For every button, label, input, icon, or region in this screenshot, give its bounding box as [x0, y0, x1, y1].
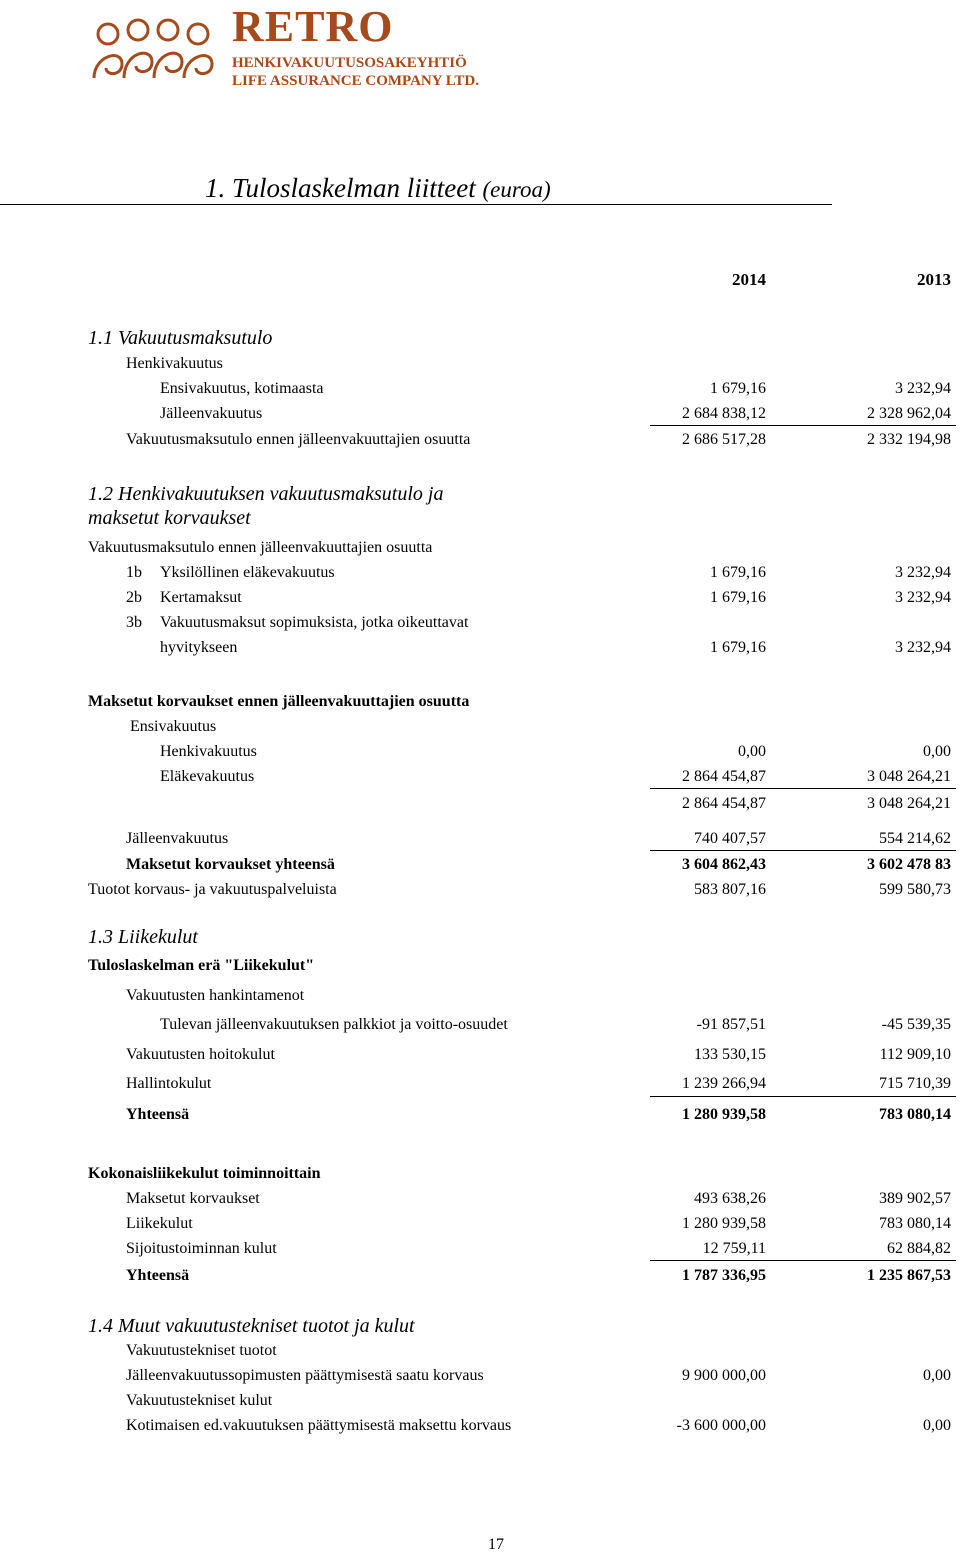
s11-row-label: Jälleenvakuutus	[160, 405, 263, 422]
s12-row-code: 2b	[126, 589, 142, 606]
s13-hallinto-v2013: 715 710,39	[879, 1075, 951, 1092]
s14-r2-v2014: -3 600 000,00	[676, 1417, 766, 1434]
s13-hallinto-label: Hallintokulut	[126, 1075, 212, 1092]
s12-row-code: 3b	[126, 614, 142, 631]
s13-tulevan-v2013: -45 539,35	[881, 1016, 951, 1033]
s14-r1-v2014: 9 900 000,00	[682, 1367, 766, 1384]
claims-total-v2014: 3 604 862,43	[682, 856, 766, 873]
claims-total-label: Maksetut korvaukset yhteensä	[126, 856, 335, 873]
s14-r1-label: Jälleenvakuutussopimusten päättymisestä saatu korvaus	[126, 1367, 484, 1384]
s13-tulevan-v2014: -91 857,51	[696, 1016, 766, 1033]
s13-sub: Tuloslaskelman erä "Liikekulut"	[88, 957, 315, 974]
s12-sub: Vakuutusmaksutulo ennen jälleenvakuuttajien osuutta	[88, 539, 433, 556]
claims-tuotot-v2013: 599 580,73	[879, 881, 951, 898]
page-title	[205, 172, 551, 206]
section-1-1-title: 1.1 Vakuutusmaksutulo	[88, 327, 273, 349]
s13-tulevan-label: Tulevan jälleenvakuutuksen palkkiot ja voitto-osuudet	[160, 1016, 508, 1033]
s13-hallinto-v2014: 1 239 266,94	[682, 1075, 766, 1092]
s12-row-label-cont: hyvitykseen	[160, 639, 238, 656]
s12-row-v2013: 3 232,94	[895, 639, 951, 656]
s11-row-label: Ensivakuutus, kotimaasta	[160, 380, 324, 397]
claims-henki-v2013: 0,00	[923, 743, 951, 760]
claims-sub: Ensivakuutus	[130, 718, 217, 735]
s11-row-v2014: 1 679,16	[710, 380, 766, 397]
s13-hoito-label: Vakuutusten hoitokulut	[126, 1046, 275, 1063]
s13-underline	[650, 1096, 956, 1097]
claims-tuotot-v2014: 583 807,16	[694, 881, 766, 898]
s14-tuotot: Vakuutustekniset tuotot	[126, 1342, 277, 1359]
s14-r2-label: Kotimaisen ed.vakuutuksen päättymisestä maksettu korvaus	[126, 1417, 512, 1434]
s11-sub: Henkivakuutus	[126, 355, 223, 372]
claims-elake-v2013: 3 048 264,21	[867, 768, 951, 785]
s13-total-label: Yhteensä	[126, 1106, 190, 1123]
year-2013-header: 2013	[917, 270, 951, 289]
s13-total-v2013: 783 080,14	[879, 1106, 951, 1123]
claims-heading: Maksetut korvaukset ennen jälleenvakuuttajien osuutta	[88, 693, 470, 710]
logo-brand: RETRO	[232, 2, 394, 51]
functions-heading: Kokonaisliikekulut toiminnoittain	[88, 1165, 321, 1182]
s11-row-v2013: 3 232,94	[895, 380, 951, 397]
claims-jalleen-v2014: 740 407,57	[694, 830, 766, 847]
s14-kulut: Vakuutustekniset kulut	[126, 1392, 273, 1409]
functions-row-v2014: 1 280 939,58	[682, 1215, 766, 1232]
s12-row-v2013: 3 232,94	[895, 589, 951, 606]
claims-subtotal-v2014: 2 864 454,87	[682, 795, 766, 812]
s12-row-label: Kertamaksut	[160, 589, 242, 606]
s11-row-v2014: 2 686 517,28	[682, 431, 766, 448]
title-underline	[0, 204, 832, 205]
s13-hankinta: Vakuutusten hankintamenot	[126, 987, 305, 1004]
section-1-2-title-line1: 1.2 Henkivakuutuksen vakuutusmaksutulo ja	[88, 483, 444, 505]
s12-row-v2013: 3 232,94	[895, 564, 951, 581]
section-1-4-title: 1.4 Muut vakuutustekniset tuotot ja kulut	[88, 1315, 415, 1337]
logo-name-fi: HENKIVAKUUTUSOSAKEYHTIÖ	[232, 55, 467, 71]
s11-row-v2014: 2 684 838,12	[682, 405, 766, 422]
functions-total-v2013: 1 235 867,53	[867, 1267, 951, 1284]
claims-elake-v2014: 2 864 454,87	[682, 768, 766, 785]
s13-hoito-v2013: 112 909,10	[879, 1046, 951, 1063]
claims-total-v2013: 3 602 478 83	[867, 856, 951, 873]
functions-row-v2013: 783 080,14	[879, 1215, 951, 1232]
s13-total-v2014: 1 280 939,58	[682, 1106, 766, 1123]
functions-row-v2014: 12 759,11	[702, 1240, 766, 1257]
claims-jalleen-v2013: 554 214,62	[879, 830, 951, 847]
functions-total-v2014: 1 787 336,95	[682, 1267, 766, 1284]
functions-total-label: Yhteensä	[126, 1267, 190, 1284]
functions-row-v2013: 389 902,57	[879, 1190, 951, 1207]
s11-row-v2013: 2 328 962,04	[867, 405, 951, 422]
logo-name-en: LIFE ASSURANCE COMPANY LTD.	[232, 73, 479, 89]
year-2014-header: 2014	[732, 270, 766, 289]
claims-jalleen-label: Jälleenvakuutus	[126, 830, 229, 847]
s13-hoito-v2014: 133 530,15	[694, 1046, 766, 1063]
s12-row-code: 1b	[126, 564, 142, 581]
functions-underline	[650, 1260, 956, 1261]
section-1-2-title-line2: maksetut korvaukset	[88, 507, 251, 529]
s11-underline	[650, 425, 956, 426]
s14-r1-v2013: 0,00	[923, 1367, 951, 1384]
functions-row-label: Sijoitustoiminnan kulut	[126, 1240, 277, 1257]
claims-elake-label: Eläkevakuutus	[160, 768, 255, 785]
claims-underline	[650, 788, 956, 789]
functions-row-label: Maksetut korvaukset	[126, 1190, 260, 1207]
claims-tuotot-label: Tuotot korvaus- ja vakuutuspalveluista	[88, 881, 337, 898]
claims-henki-v2014: 0,00	[738, 743, 766, 760]
functions-row-v2013: 62 884,82	[887, 1240, 951, 1257]
functions-row-label: Liikekulut	[126, 1215, 193, 1232]
page-title-main: 1. Tuloslaskelman liitteet	[205, 173, 476, 203]
page-title-unit: (euroa)	[482, 177, 551, 202]
s12-row-v2014: 1 679,16	[710, 639, 766, 656]
claims-subtotal-v2013: 3 048 264,21	[867, 795, 951, 812]
s12-row-label: Yksilöllinen eläkevakuutus	[160, 564, 335, 581]
retro-emblem-icon	[86, 12, 226, 84]
claims-underline	[650, 850, 956, 851]
claims-henki-label: Henkivakuutus	[160, 743, 257, 760]
s12-row-v2014: 1 679,16	[710, 589, 766, 606]
section-1-3-title: 1.3 Liikekulut	[88, 926, 198, 948]
s12-row-v2014: 1 679,16	[710, 564, 766, 581]
page-number: 17	[488, 1536, 504, 1553]
s14-r2-v2013: 0,00	[923, 1417, 951, 1434]
s11-row-v2013: 2 332 194,98	[867, 431, 951, 448]
company-logo	[86, 2, 546, 89]
functions-row-v2014: 493 638,26	[694, 1190, 766, 1207]
s12-row-label: Vakuutusmaksut sopimuksista, jotka oikeuttavat	[160, 614, 469, 631]
s11-row-label: Vakuutusmaksutulo ennen jälleenvakuuttajien osuutta	[126, 431, 471, 448]
